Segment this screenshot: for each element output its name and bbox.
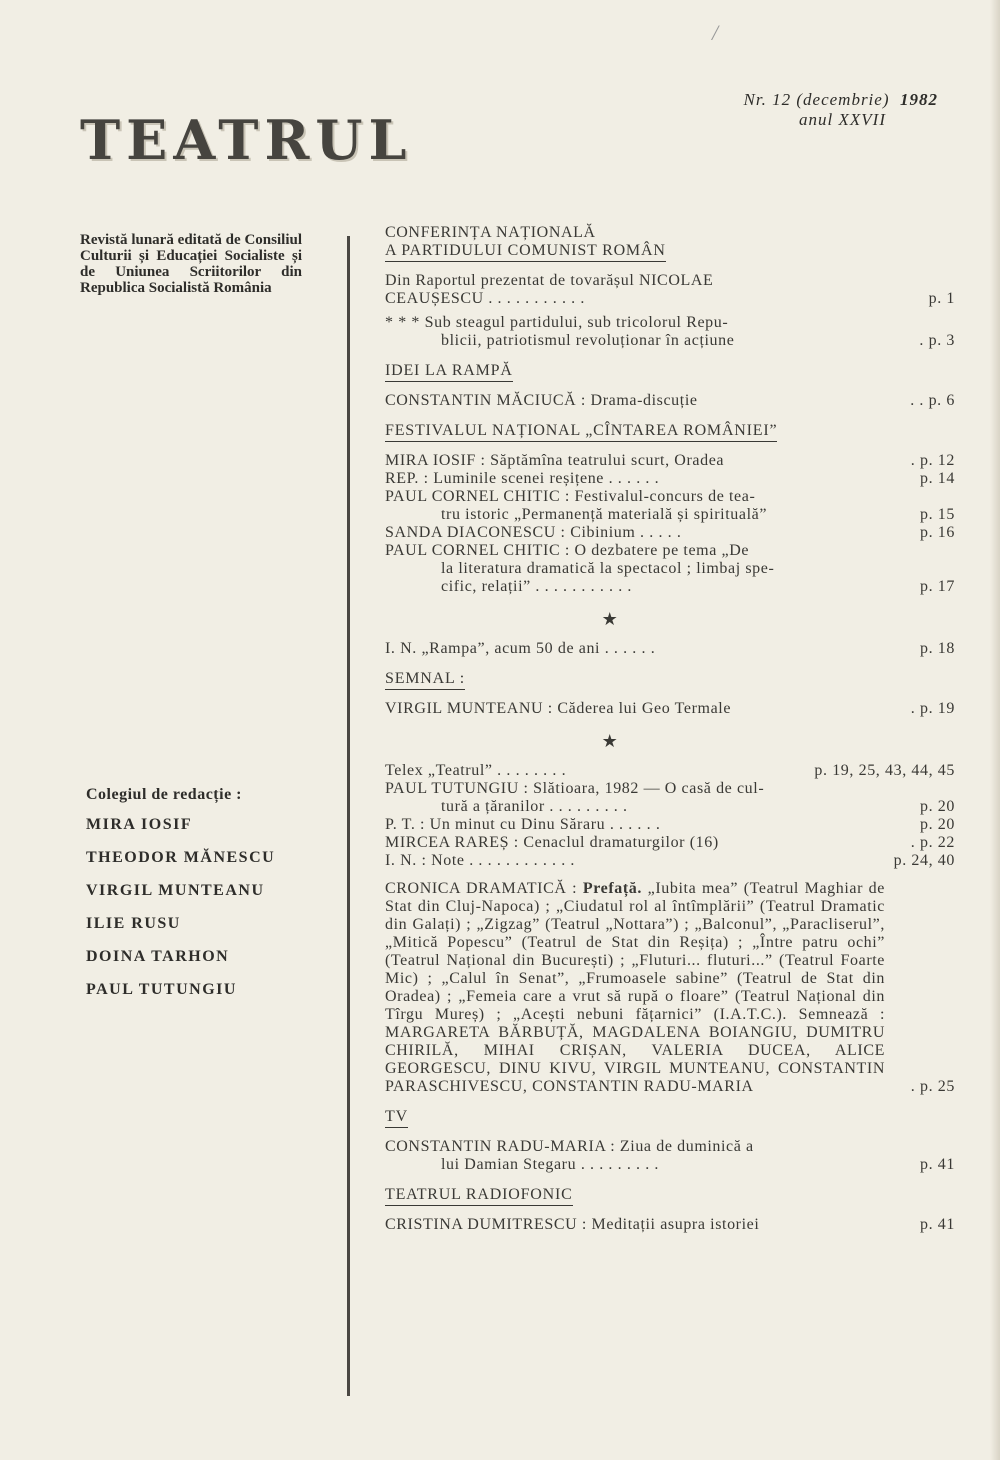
- entry-text: PAUL CORNEL CHITIC : O dezbatere pe tema „De: [385, 542, 750, 559]
- entry-text: MIRA IOSIF : Săptămîna teatrului scurt, Oradea: [385, 452, 725, 469]
- editor-name: MIRA IOSIF: [86, 816, 193, 833]
- entry-text: I. N. : Note . . . . . . . . . . . .: [385, 852, 576, 869]
- toc-entry-cronica[interactable]: [385, 880, 955, 1096]
- section-title: CONFERINȚA NAȚIONALĂ: [385, 224, 596, 241]
- toc-entry[interactable]: [385, 272, 955, 308]
- toc-entry[interactable]: [385, 640, 955, 658]
- page-ref: p. 20: [920, 816, 955, 833]
- column-divider: [347, 236, 350, 1396]
- section-title: SEMNAL :: [385, 670, 465, 690]
- toc-entry[interactable]: [385, 470, 955, 488]
- page-ref: . p. 22: [910, 834, 955, 851]
- star-separator: ★: [601, 609, 619, 629]
- star-separator: ★: [601, 731, 619, 751]
- page-ref: p. 14: [920, 470, 955, 487]
- editorial-board: [86, 786, 275, 1012]
- cronica-text: „Iubita mea” (Teatrul Maghiar de Stat din Cluj-Napoca) ; „Ciudatul rol al întîmplării” (Teatrul Dramatic din Galați) ; „Zigzag” (Teatrul „Nottara”) ; „Balconul”, „Paracliserul”, „Mitică Popescu” (Teatrul de Stat din Reșița) ; „Între patru ochi” (Teatrul Național din București) ; „Fluturi... fluturi...” (Teatrul Foarte Mic) ; „Calul în Senat”, „Frumoasele sabine” (Teatrul de Stat din Oradea) ; „Femeia care a vrut să rupă o floare” (Teatrul Național din Tîrgu Mureș) ; „Acești nebuni fățarnici” (I.A.T.C.). Semnează : MARGARETA BĂRBUȚĂ, MAGDALENA BOIANGIU, DUMITRU CHIRILĂ, MIHAI CRIȘAN, VALERIA DUCEA, ALICE GEORGESCU, DINU KIVU, VIRGIL MUNTEANU, CONSTANTIN PARASCHIVESCU, CONSTANTIN RADU-MARIA: [385, 880, 885, 1095]
- toc-entry[interactable]: [385, 1216, 955, 1234]
- issue-volume: anul XXVII: [799, 110, 886, 129]
- table-of-contents: [385, 224, 955, 1240]
- page-ref: p. 41: [920, 1156, 955, 1173]
- cronica-label: CRONICA DRAMATICĂ :: [385, 880, 578, 897]
- entry-text: cific, relații” . . . . . . . . . . .: [441, 578, 633, 595]
- entry-text: PAUL TUTUNGIU : Slătioara, 1982 — O casă de cul-: [385, 780, 765, 797]
- page-ref: . p. 3: [919, 332, 955, 349]
- entry-text: VIRGIL MUNTEANU : Căderea lui Geo Termale: [385, 700, 732, 717]
- issue-year: 1982: [900, 90, 938, 109]
- section-header: [385, 422, 955, 442]
- page-ref: p. 15: [920, 506, 955, 523]
- editorial-board-title: Colegiul de redacție :: [86, 786, 243, 803]
- entry-text: REP. : Luminile scenei reșițene . . . . . .: [385, 470, 660, 487]
- issue-info: [744, 90, 938, 130]
- page-ref: . p. 19: [910, 700, 955, 717]
- page-ref: p. 16: [920, 524, 955, 541]
- entry-text: blicii, patriotismul revoluționar în acțiune: [441, 332, 735, 349]
- toc-entry[interactable]: [385, 452, 955, 470]
- section-title: TEATRUL RADIOFONIC: [385, 1186, 573, 1206]
- section-title: FESTIVALUL NAȚIONAL „CÎNTAREA ROMÂNIEI”: [385, 422, 777, 442]
- masthead-logo: [80, 105, 460, 175]
- toc-entry[interactable]: [385, 488, 955, 524]
- toc-entry[interactable]: [385, 852, 955, 870]
- masthead-title: TEATRUL: [80, 108, 413, 172]
- section-title: A PARTIDULUI COMUNIST ROMÂN: [385, 242, 666, 262]
- section-header: [385, 362, 955, 382]
- page-ref: . . p. 6: [910, 392, 955, 409]
- toc-entry[interactable]: [385, 1138, 955, 1174]
- entry-text: * * * Sub steagul partidului, sub tricolorul Repu-: [385, 314, 729, 331]
- page-ref: . p. 25: [910, 1078, 955, 1095]
- section-title: IDEI LA RAMPĂ: [385, 362, 513, 382]
- entry-text: tru istoric „Permanență materială și spirituală”: [441, 506, 768, 523]
- issue-number: Nr. 12 (decembrie): [743, 90, 890, 109]
- toc-entry[interactable]: [385, 834, 955, 852]
- toc-entry[interactable]: [385, 816, 955, 834]
- entry-text: lui Damian Stegaru . . . . . . . . .: [441, 1156, 660, 1173]
- entry-text: I. N. „Rampa”, acum 50 de ani . . . . . .: [385, 640, 656, 657]
- entry-text: tură a țăranilor . . . . . . . . .: [441, 798, 628, 815]
- page-ref: p. 19, 25, 43, 44, 45: [814, 762, 955, 779]
- editor-name: PAUL TUTUNGIU: [86, 981, 237, 998]
- editor-name: DOINA TARHON: [86, 948, 230, 965]
- toc-entry[interactable]: [385, 542, 955, 596]
- section-title: TV: [385, 1108, 408, 1128]
- editor-name: THEODOR MĂNESCU: [86, 849, 276, 866]
- page-ref: p. 20: [920, 798, 955, 815]
- entry-text: MIRCEA RAREȘ : Cenaclul dramaturgilor (16): [385, 834, 719, 851]
- page-ref: p. 41: [920, 1216, 955, 1233]
- section-header: [385, 670, 955, 690]
- toc-entry[interactable]: [385, 700, 955, 718]
- entry-text: CRISTINA DUMITRESCU : Meditații asupra istoriei: [385, 1216, 760, 1233]
- entry-text: P. T. : Un minut cu Dinu Săraru . . . . . .: [385, 816, 661, 833]
- entry-text: SANDA DIACONESCU : Cibinium . . . . .: [385, 524, 682, 541]
- entry-text: Din Raportul prezentat de tovarășul NICOLAE: [385, 272, 714, 289]
- entry-text: CEAUȘESCU . . . . . . . . . . .: [385, 290, 585, 307]
- section-header: [385, 1186, 955, 1206]
- editor-name: VIRGIL MUNTEANU: [86, 882, 265, 899]
- entry-text: CONSTANTIN MĂCIUCĂ : Drama-discuție: [385, 392, 698, 409]
- entry-text: CONSTANTIN RADU-MARIA : Ziua de duminică a: [385, 1138, 754, 1155]
- toc-entry[interactable]: [385, 524, 955, 542]
- pencil-mark: /: [712, 20, 719, 45]
- page-ref: p. 18: [920, 640, 955, 657]
- page-ref: p. 1: [928, 290, 955, 307]
- toc-entry[interactable]: [385, 762, 955, 780]
- entry-text: Telex „Teatrul” . . . . . . . .: [385, 762, 567, 779]
- cronica-paragraph: [385, 880, 955, 1096]
- section-header: [385, 224, 955, 262]
- page-edge: [990, 0, 1000, 1460]
- page-ref: p. 17: [920, 578, 955, 595]
- toc-entry[interactable]: [385, 392, 955, 410]
- editor-name: ILIE RUSU: [86, 915, 181, 932]
- toc-entry[interactable]: [385, 780, 955, 816]
- toc-entry[interactable]: [385, 314, 955, 350]
- entry-text: PAUL CORNEL CHITIC : Festivalul-concurs de tea-: [385, 488, 756, 505]
- section-header: [385, 1108, 955, 1128]
- page-ref: . p. 12: [910, 452, 955, 469]
- publisher-note: Revistă lunară editată de Consiliul Culturii și Educației Socialiste și de Uniunea Scriitorilor din Republica Socialistă România: [80, 232, 302, 296]
- page-ref: p. 24, 40: [893, 852, 955, 869]
- entry-text: la literatura dramatică la spectacol ; limbaj spe-: [441, 560, 775, 577]
- cronica-bold-title: Prefață.: [582, 880, 643, 897]
